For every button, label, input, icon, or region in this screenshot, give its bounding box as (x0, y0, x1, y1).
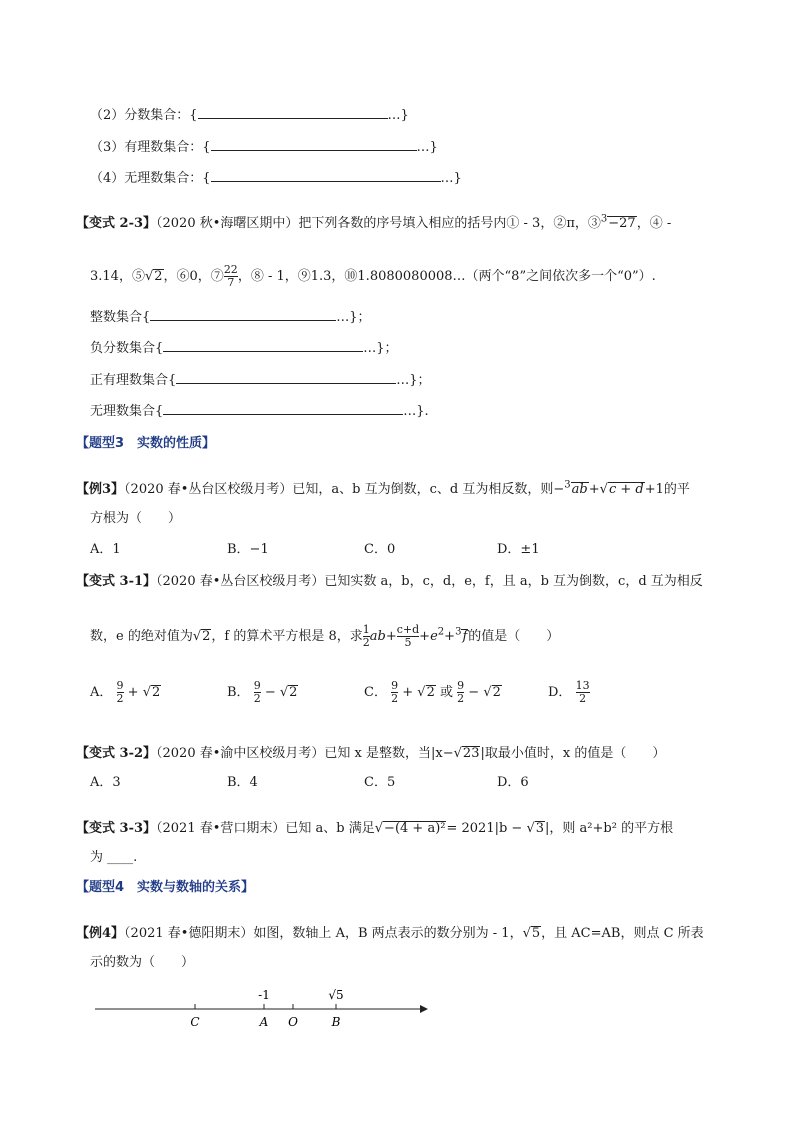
question-text: ，且 AC=AB，则点 C 所表 (541, 926, 704, 941)
radical: −(4 + a)² (384, 821, 446, 836)
set-label: 整数集合{ (90, 310, 151, 325)
answer-blank[interactable] (198, 106, 388, 119)
radical: 23 (462, 746, 480, 761)
option-c[interactable]: C． $\frac{9}{2}$ + √2 或 $\frac{9}{2}$ − √2 (364, 679, 501, 705)
point-o: O (288, 1015, 298, 1029)
variant-3-3-line1: 【变式 3-3】（2021 春•营口期末）已知 a、b 满足√−(4 + a)²= 2021|b − √3|，则 a²+b² 的平方根 (76, 821, 674, 836)
fraction: $\frac{22}{7}$ (223, 263, 238, 289)
answer-blank[interactable] (176, 371, 396, 384)
point-b: B (331, 1015, 341, 1029)
question-text: |取最小值时，x 的值是（ ） (480, 746, 666, 761)
question-text: ，④ - (636, 216, 672, 231)
radical: f (462, 629, 468, 644)
axis-arrow (420, 1005, 428, 1013)
variant-3-1-line1 (76, 570, 703, 589)
label-b-top: √5 (328, 988, 344, 1002)
set-end: …}； (363, 341, 398, 356)
option-a[interactable]: A． $\frac{9}{2}$ + √2 (90, 679, 161, 705)
option-b[interactable]: B．4 (227, 775, 258, 790)
option-c[interactable]: C．5 (364, 775, 396, 790)
set-integer (90, 306, 371, 325)
variant-2-3-line1 (76, 212, 671, 231)
answer-blank[interactable] (163, 339, 363, 352)
question-text: ，⑧ - 1，⑨1.3，⑩1.8080080008…（两个“8”之间依次多一个“0”）. (237, 269, 656, 284)
radical: −27 (608, 216, 636, 231)
variant-2-3-line2: 3.14，⑤√2，⑥0，⑦ $\frac{22}{7}$ ，⑧ - 1，⑨1.3，⑩1.8080080008…（两个“8”之间依次多一个“0”）. (90, 263, 656, 289)
question-text: （2021 春•德阳期末）如图，数轴上 A，B 两点表示的数分别为 - 1， (124, 926, 523, 941)
set-end: …} (440, 171, 462, 186)
set-irrational-2 (90, 400, 429, 419)
option-c[interactable]: C．0 (364, 542, 396, 557)
question-text: （2020 秋•海曙区期中）把下列各数的序号填入相应的括号内① - 3，②π，③ (156, 216, 601, 231)
question-text: 3.14，⑤ (90, 269, 145, 284)
question-tag: 【变式 3-1】 (76, 574, 157, 589)
variant-3-1-line2: 数，e 的绝对值为√2，f 的算术平方根是 8，求 $\frac{1}{2}$ ab+ $\frac{c+d}{5}$ $+e^2+^3f$的值是（ ） (90, 623, 560, 649)
example-4-line2: 示的数为（ ） (90, 955, 195, 970)
radical: 5 (531, 926, 541, 941)
question-tag: 【变式 3-3】 (76, 821, 157, 836)
set-end: …} (387, 108, 409, 123)
root-index: 3 (600, 213, 608, 225)
option-b[interactable]: B．−1 (227, 542, 269, 557)
label-a-top: -1 (258, 988, 270, 1002)
section-heading: 【题型3 实数的性质】 (76, 436, 216, 451)
question-text: 的平 (663, 482, 690, 497)
answer-blank[interactable] (211, 138, 417, 151)
set-irrational (90, 167, 462, 186)
point-a: A (259, 1015, 269, 1029)
set-end: …}； (396, 373, 431, 388)
option-a[interactable]: A．1 (90, 542, 121, 557)
question-tag: 【变式 3-2】 (76, 746, 157, 761)
set-label: 无理数集合{ (90, 404, 164, 419)
question-text: ，f 的算术平方根是 8，求 (211, 629, 363, 644)
set-end: …}. (403, 404, 429, 419)
set-label: 正有理数集合{ (90, 373, 177, 388)
answer-blank[interactable] (211, 169, 441, 182)
set-label: （3）有理数集合：{ (90, 140, 211, 155)
example-3-line2: 方根为（ ） (90, 511, 182, 526)
question-tag: 【例3】 (76, 482, 125, 497)
set-label: （4）无理数集合：{ (90, 171, 211, 186)
question-tag: 【变式 2-3】 (76, 216, 157, 231)
question-text: （2020 春•丛台区校级月考）已知，a、b 互为倒数，c、d 互为相反数，则 (124, 482, 554, 497)
set-positive-rational (90, 369, 431, 388)
radical: ab (571, 482, 588, 497)
radical: 2 (202, 629, 211, 644)
radical: c + d (608, 482, 644, 497)
option-d[interactable]: D．±1 (497, 542, 540, 557)
set-negative-fraction (90, 337, 398, 356)
question-text: （2021 春•营口期末）已知 a、b 满足 (156, 821, 375, 836)
question-tag: 【例4】 (76, 926, 125, 941)
question-text: （2020 春•丛台区校级月考）已知实数 a，b，c，d，e，f，且 a，b 互为倒数，c，d 互为相反 (156, 574, 703, 589)
number-line-diagram (0, 980, 794, 1040)
variant-3-3-line2: 为 ____. (90, 850, 138, 865)
example-3-line1: 【例3】（2020 春•丛台区校级月考）已知，a、b 互为倒数，c、d 互为相反数，则−$^3$ab+√c + d+1的平 (76, 479, 690, 497)
radical: 3 (535, 821, 545, 836)
set-fraction (90, 104, 409, 123)
option-d[interactable]: D． $\frac{13}{2}$ (548, 679, 590, 705)
answer-blank[interactable] (163, 402, 403, 415)
fraction: $\frac{c+d}{5}$ (396, 623, 420, 649)
question-text: 数，e 的绝对值为 (90, 629, 193, 644)
example-4-line1: 【例4】（2021 春•德阳期末）如图，数轴上 A，B 两点表示的数分别为 - 1，√5，且 AC=AB，则点 C 所表 (76, 926, 704, 941)
set-label: 负分数集合{ (90, 341, 164, 356)
question-text: ，⑥0，⑦ (163, 269, 224, 284)
root-index: 3 (564, 479, 571, 491)
set-rational (90, 136, 438, 155)
point-c: C (190, 1015, 200, 1029)
question-text: （2020 春•渝中区校级月考）已知 x 是整数，当|x (156, 746, 443, 761)
set-label: （2）分数集合：{ (90, 108, 198, 123)
answer-blank[interactable] (150, 308, 336, 321)
radical: 2 (154, 269, 163, 284)
question-text: 的值是（ ） (468, 629, 560, 644)
question-text: ，则 a²+b² 的平方根 (549, 821, 674, 836)
option-d[interactable]: D．6 (497, 775, 529, 790)
section-heading: 【题型4 实数与数轴的关系】 (76, 880, 255, 895)
variant-3-2-line1: 【变式 3-2】（2020 春•渝中区校级月考）已知 x 是整数，当|x−√23|取最小值时，x 的值是（ ） (76, 746, 666, 761)
set-end: …} (416, 140, 438, 155)
option-a[interactable]: A．3 (90, 775, 121, 790)
set-end: …}； (336, 310, 371, 325)
fraction: $\frac{1}{2}$ (362, 623, 370, 649)
option-b[interactable]: B． $\frac{9}{2}$ − √2 (227, 679, 298, 705)
